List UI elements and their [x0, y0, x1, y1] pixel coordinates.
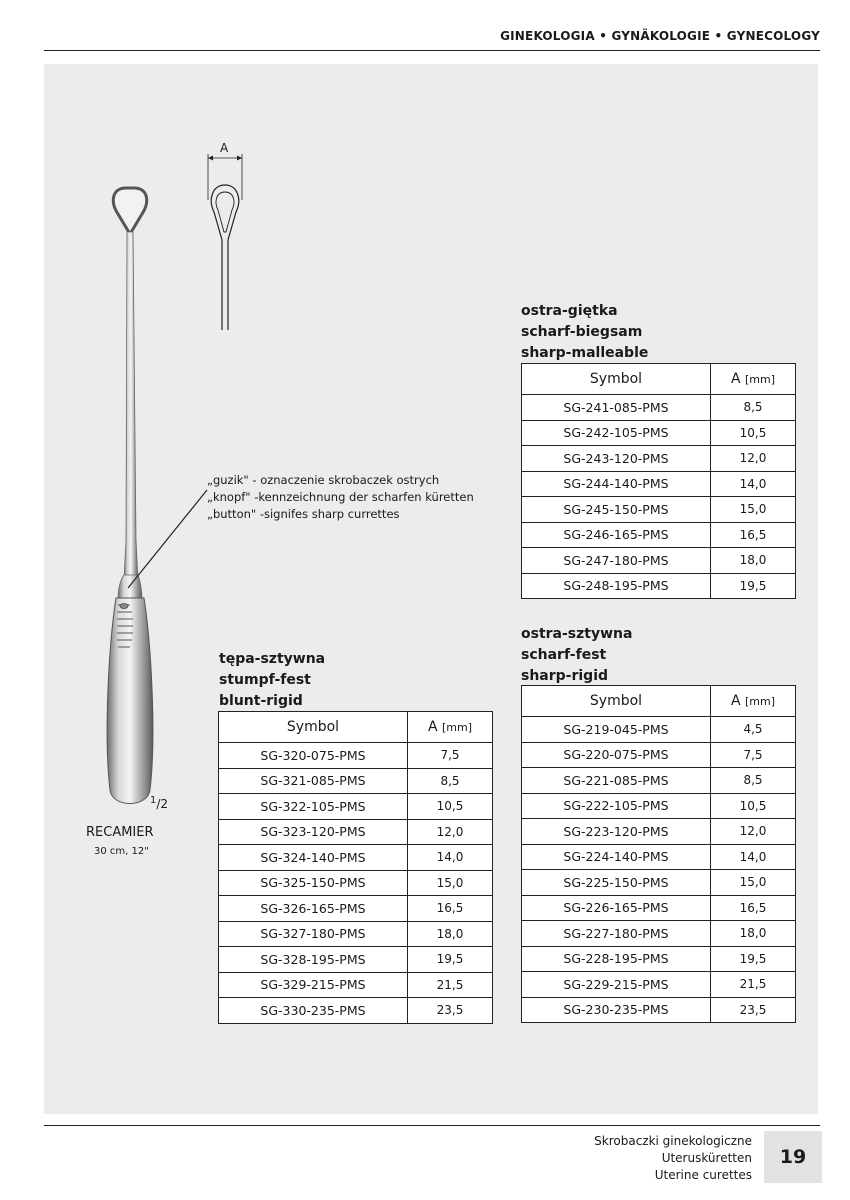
a-value-cell: 12,0 [711, 819, 796, 845]
a-value-cell: 23,5 [408, 998, 493, 1024]
annotation-line-de: „knopf" -kennzeichnung der scharfen küretten [207, 490, 474, 504]
instrument-size: 30 cm, 12" [94, 846, 149, 857]
a-value-cell: 10,5 [408, 794, 493, 820]
symbol-cell: SG-241-085-PMS [522, 395, 711, 421]
dimension-a-label: A [220, 141, 229, 155]
symbol-cell: SG-246-165-PMS [522, 522, 711, 548]
table-row [219, 870, 493, 896]
table-row [219, 743, 493, 769]
symbol-cell: SG-230-235-PMS [522, 997, 711, 1023]
a-value-cell: 8,5 [711, 395, 796, 421]
table-row [219, 947, 493, 973]
a-value-cell: 19,5 [711, 573, 796, 599]
table-row [522, 946, 796, 972]
symbol-column-header: Symbol [522, 364, 711, 395]
symbol-cell: SG-226-165-PMS [522, 895, 711, 921]
table-row [219, 972, 493, 998]
table-row [522, 819, 796, 845]
annotation-pointer-line [122, 488, 212, 598]
a-value-cell: 7,5 [711, 742, 796, 768]
table-row [219, 794, 493, 820]
symbol-cell: SG-227-180-PMS [522, 921, 711, 947]
symbol-cell: SG-325-150-PMS [219, 870, 408, 896]
symbol-cell: SG-219-045-PMS [522, 717, 711, 743]
table-row [522, 997, 796, 1023]
table-row [522, 395, 796, 421]
table-row [219, 768, 493, 794]
a-value-cell: 12,0 [711, 446, 796, 472]
a-value-cell: 16,5 [408, 896, 493, 922]
annotation-line-en: „button" -signifes sharp currettes [207, 507, 400, 521]
a-value-cell: 8,5 [711, 768, 796, 794]
a-column-header: A [mm] [711, 686, 796, 717]
symbol-cell: SG-224-140-PMS [522, 844, 711, 870]
a-value-cell: 14,0 [711, 844, 796, 870]
table-row [522, 921, 796, 947]
table-row [219, 819, 493, 845]
sharp-malleable-table [521, 363, 796, 599]
blunt-rigid-label: tępa-sztywna stumpf-fest blunt-rigid [219, 651, 326, 709]
table-row [522, 548, 796, 574]
a-value-cell: 14,0 [408, 845, 493, 871]
annotation-line-pl: „guzik" - oznaczenie skrobaczek ostrych [207, 473, 440, 487]
symbol-cell: SG-326-165-PMS [219, 896, 408, 922]
header-divider [44, 50, 820, 51]
table-row [522, 497, 796, 523]
symbol-cell: SG-242-105-PMS [522, 420, 711, 446]
symbol-cell: SG-243-120-PMS [522, 446, 711, 472]
symbol-cell: SG-322-105-PMS [219, 794, 408, 820]
a-value-cell: 10,5 [711, 420, 796, 446]
symbol-cell: SG-324-140-PMS [219, 845, 408, 871]
table-header-row [219, 712, 493, 743]
table-row [522, 717, 796, 743]
a-value-cell: 18,0 [711, 921, 796, 947]
a-value-cell: 16,5 [711, 895, 796, 921]
symbol-cell: SG-245-150-PMS [522, 497, 711, 523]
table-row [522, 972, 796, 998]
a-value-cell: 4,5 [711, 717, 796, 743]
symbol-cell: SG-248-195-PMS [522, 573, 711, 599]
a-value-cell: 10,5 [711, 793, 796, 819]
symbol-column-header: Symbol [522, 686, 711, 717]
table-row [219, 921, 493, 947]
symbol-cell: SG-330-235-PMS [219, 998, 408, 1024]
sharp-rigid-table [521, 685, 796, 1023]
table-row [522, 870, 796, 896]
a-column-header: A [mm] [711, 364, 796, 395]
table-row [219, 896, 493, 922]
a-value-cell: 21,5 [408, 972, 493, 998]
footer-divider [44, 1125, 820, 1126]
a-value-cell: 8,5 [408, 768, 493, 794]
sharp-malleable-label: ostra-giętka scharf-biegsam sharp-malleable [521, 303, 649, 361]
symbol-cell: SG-220-075-PMS [522, 742, 711, 768]
page-header-title: GINEKOLOGIA • GYNÄKOLOGIE • GYNECOLOGY [500, 29, 820, 43]
symbol-cell: SG-323-120-PMS [219, 819, 408, 845]
a-value-cell: 19,5 [408, 947, 493, 973]
button-annotation [207, 472, 474, 523]
a-value-cell: 7,5 [408, 743, 493, 769]
table-header-row [522, 364, 796, 395]
symbol-cell: SG-221-085-PMS [522, 768, 711, 794]
curette-head-detail [198, 140, 258, 330]
symbol-cell: SG-247-180-PMS [522, 548, 711, 574]
a-value-cell: 18,0 [711, 548, 796, 574]
a-value-cell: 18,0 [408, 921, 493, 947]
symbol-cell: SG-320-075-PMS [219, 743, 408, 769]
a-value-cell: 15,0 [711, 497, 796, 523]
table-row [219, 998, 493, 1024]
table-row [522, 768, 796, 794]
table-row [522, 420, 796, 446]
table-row [522, 446, 796, 472]
table-row [522, 844, 796, 870]
a-value-cell: 19,5 [711, 946, 796, 972]
table-row [522, 573, 796, 599]
table-header-row [522, 686, 796, 717]
a-value-cell: 15,0 [408, 870, 493, 896]
a-value-cell: 12,0 [408, 819, 493, 845]
symbol-cell: SG-229-215-PMS [522, 972, 711, 998]
symbol-cell: SG-321-085-PMS [219, 768, 408, 794]
a-value-cell: 14,0 [711, 471, 796, 497]
table-row [522, 471, 796, 497]
a-value-cell: 16,5 [711, 522, 796, 548]
sharp-rigid-label: ostra-sztywna scharf-fest sharp-rigid [521, 626, 633, 684]
scale-label: $^1$/2 [150, 795, 169, 811]
symbol-cell: SG-223-120-PMS [522, 819, 711, 845]
table-row [522, 895, 796, 921]
symbol-cell: SG-228-195-PMS [522, 946, 711, 972]
symbol-cell: SG-328-195-PMS [219, 947, 408, 973]
instrument-name: RECAMIER [86, 825, 154, 840]
footer-category: Skrobaczki ginekologiczne Uterusküretten Uterine curettes [594, 1134, 752, 1182]
table-row [522, 793, 796, 819]
a-value-cell: 21,5 [711, 972, 796, 998]
symbol-column-header: Symbol [219, 712, 408, 743]
symbol-cell: SG-244-140-PMS [522, 471, 711, 497]
symbol-cell: SG-225-150-PMS [522, 870, 711, 896]
symbol-cell: SG-222-105-PMS [522, 793, 711, 819]
symbol-cell: SG-329-215-PMS [219, 972, 408, 998]
symbol-cell: SG-327-180-PMS [219, 921, 408, 947]
a-column-header: A [mm] [408, 712, 493, 743]
blunt-rigid-table [218, 711, 493, 1024]
table-row [522, 742, 796, 768]
table-row [219, 845, 493, 871]
a-value-cell: 23,5 [711, 997, 796, 1023]
table-row [522, 522, 796, 548]
a-value-cell: 15,0 [711, 870, 796, 896]
page-number: 19 [764, 1131, 822, 1183]
